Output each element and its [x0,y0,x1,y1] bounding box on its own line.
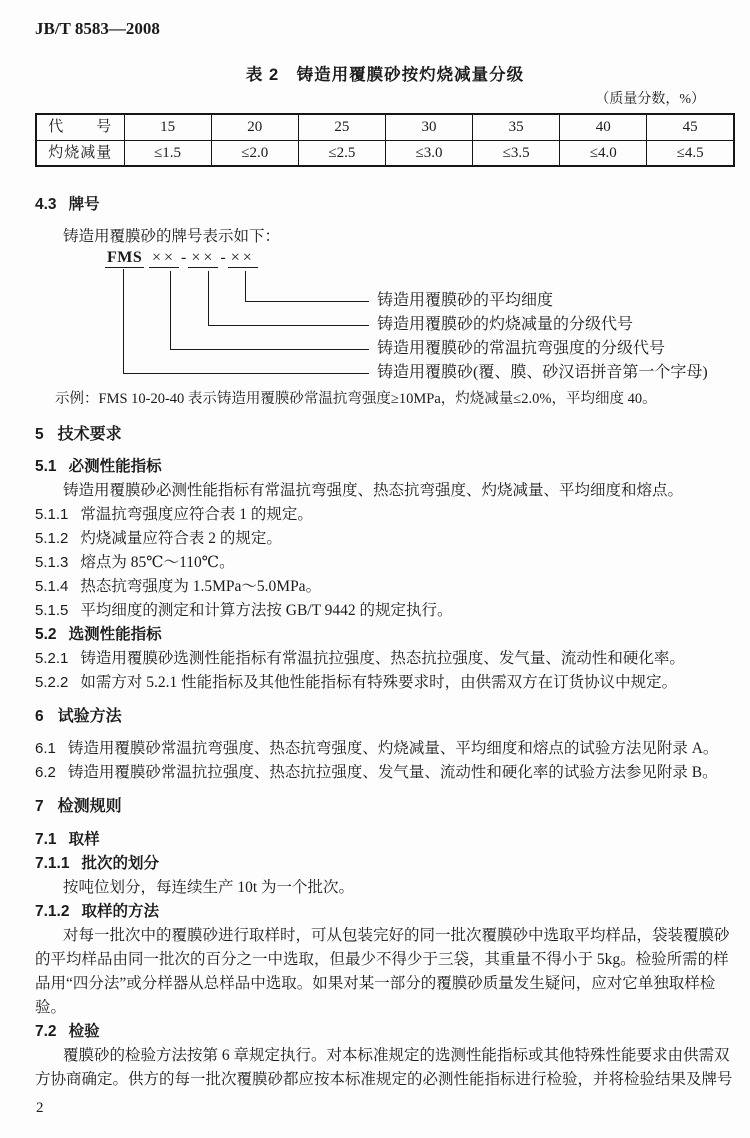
s712-line-3: 品用“四分法”或分样器从总样品中选取。如果对某一部分的覆膜砂质量发生疑问，应对它单独取样检 [35,975,716,992]
heading-7-2 [35,1020,735,1044]
heading-6 [35,705,735,729]
s51-intro: 铸造用覆膜砂必测性能指标有常温抗弯强度、热态抗弯强度、灼烧减量、平均细度和熔点。 [63,482,684,499]
table-cell: 45 [647,114,734,140]
clause-number: 5.1.3 [35,554,69,571]
table-2 [35,113,735,167]
clause-text: 如需方对 5.2.1 性能指标及其他性能指标有特殊要求时，由供需双方在订货协议中规定。 [80,674,678,691]
heading-title: 牌号 [68,196,100,213]
table-cell: ≤4.5 [647,140,734,166]
clause-number: 6.1 [35,740,56,757]
diagram-hline-4 [123,373,369,374]
fms-label-fineness: 铸造用覆膜砂的平均细度 [377,292,554,309]
table-cell: 20 [211,114,298,140]
fms-dash: - [220,249,226,266]
clause-6-2 [35,761,735,785]
fms-label-ignition: 铸造用覆膜砂的灼烧减量的分级代号 [377,316,634,333]
heading-7-1-2 [35,900,735,924]
fms-group-3: ×× [228,249,258,268]
heading-title: 检验 [68,1023,100,1040]
diagram-vline-group3 [245,271,246,302]
clause-5-1-5 [35,599,735,623]
fms-label-acronym: 铸造用覆膜砂(覆、膜、砂汉语拼音第一个字母) [377,364,708,381]
table-cell-row-label: 代 号 [36,114,124,140]
table-cell: 35 [473,114,560,140]
table-cell-row-label: 灼烧减量 [36,140,124,166]
fms-label-strength: 铸造用覆膜砂的常温抗弯强度的分级代号 [377,340,666,357]
table-row-values [36,140,734,166]
clause-number: 5.2.2 [35,674,69,691]
s711-text: 按吨位划分，每连续生产 10t 为一个批次。 [63,879,355,896]
clause-6-1 [35,737,735,761]
heading-4-3 [35,193,735,217]
s72-line-2: 方协商确定。供方的每一批次覆膜砂都应按本标准规定的必测性能指标进行检验，并将检验结果及牌号 [35,1071,733,1088]
heading-number: 7.2 [35,1023,57,1040]
clause-text: 熔点为 85℃～110℃。 [80,554,235,571]
fms-group-1: ×× [149,249,179,268]
heading-number: 7.1.2 [35,903,70,920]
clause-5-1-3 [35,551,735,575]
heading-5-1 [35,455,735,479]
heading-number: 5.2 [35,626,57,643]
heading-number: 5.1 [35,458,57,475]
heading-7-1-1 [35,852,735,876]
clause-text: 常温抗弯强度应符合表 1 的规定。 [80,506,313,523]
clause-number: 5.2.1 [35,650,69,667]
table-cell: ≤4.0 [560,140,647,166]
heading-title: 取样 [68,831,100,848]
heading-7-1 [35,828,735,852]
clause-number: 5.1.2 [35,530,69,547]
table-cell: 15 [124,114,211,140]
diagram-hline-3 [170,349,369,350]
heading-number: 7 [35,798,44,815]
fms-dash: - [181,249,187,266]
s712-line-2: 的平均样品由同一批次的百分之一中选取，但最少不得少于三袋，其重量不得小于 5kg。检验所需的样 [35,951,729,968]
heading-title: 选测性能指标 [68,626,162,643]
s712-line-1: 对每一批次中的覆膜砂进行取样时，可从包装完好的同一批次覆膜砂中选取平均样品，袋装覆膜砂 [63,927,730,944]
clause-text: 平均细度的测定和计算方法按 GB/T 9442 的规定执行。 [80,602,453,619]
clause-number: 5.1.1 [35,506,69,523]
clause-text: 铸造用覆膜砂常温抗拉强度、热态抗拉强度、发气量、流动性和硬化率的试验方法参见附录 B。 [67,764,718,781]
diagram-hline-2 [208,325,369,326]
clause-number: 5.1.5 [35,602,69,619]
table-2-title: 表 2 铸造用覆膜砂按灼烧减量分级 [245,66,525,84]
heading-5 [35,423,735,447]
diagram-vline-group1 [170,271,171,350]
clause-number: 5.1.4 [35,578,69,595]
heading-5-2 [35,623,735,647]
fms-prefix: FMS [107,249,143,266]
clause-5-2-1 [35,647,735,671]
fms-code-pattern [149,249,258,268]
table-cell: 25 [298,114,385,140]
heading-number: 7.1.1 [35,855,70,872]
heading-title: 必测性能指标 [68,458,162,475]
table-cell: ≤3.0 [385,140,472,166]
diagram-vline-group2 [208,271,209,326]
clause-5-1-4 [35,575,735,599]
clause-number: 6.2 [35,764,56,781]
heading-number: 5 [35,426,44,443]
heading-title: 试验方法 [57,708,122,725]
clause-text: 铸造用覆膜砂选测性能指标有常温抗拉强度、热态抗拉强度、发气量、流动性和硬化率。 [80,650,685,667]
s72-line-1: 覆膜砂的检验方法按第 6 章规定执行。对本标准规定的选测性能指标或其他特殊性能要求由供需双 [63,1047,730,1064]
diagram-vline-prefix [123,269,124,374]
heading-title: 取样的方法 [81,903,159,920]
standard-number-header: JB/T 8583—2008 [35,19,160,38]
s43-example: 示例：FMS 10-20-40 表示铸造用覆膜砂常温抗弯强度≥10MPa，灼烧减量≤2.0%，平均细度 40。 [55,391,657,407]
heading-number: 6 [35,708,44,725]
heading-number: 7.1 [35,831,57,848]
clause-text: 热态抗弯强度为 1.5MPa～5.0MPa。 [80,578,322,595]
table-cell: ≤2.0 [211,140,298,166]
table-cell: ≤2.5 [298,140,385,166]
fms-group-2: ×× [188,249,218,268]
clause-text: 灼烧减量应符合表 2 的规定。 [80,530,282,547]
heading-title: 批次的划分 [81,855,159,872]
heading-number: 4.3 [35,196,57,213]
table-row-codes [36,114,734,140]
s712-line-4: 验。 [35,999,67,1016]
table-cell: ≤3.5 [473,140,560,166]
table-cell: ≤1.5 [124,140,211,166]
table-cell: 40 [560,114,647,140]
heading-7 [35,795,735,819]
s43-intro: 铸造用覆膜砂的牌号表示如下： [63,228,281,245]
table-2-unit-note: （质量分数，%） [595,92,705,107]
clause-5-1-2 [35,527,735,551]
fms-code-diagram [35,249,735,387]
clause-5-1-1 [35,503,735,527]
heading-title: 技术要求 [57,426,122,443]
clause-text: 铸造用覆膜砂常温抗弯强度、热态抗弯强度、灼烧减量、平均细度和熔点的试验方法见附录 A。 [67,740,719,757]
clause-5-2-2 [35,671,735,695]
table-cell: 30 [385,114,472,140]
diagram-hline-1 [245,301,369,302]
page-number: 2 [36,1100,44,1116]
heading-title: 检测规则 [57,798,122,815]
